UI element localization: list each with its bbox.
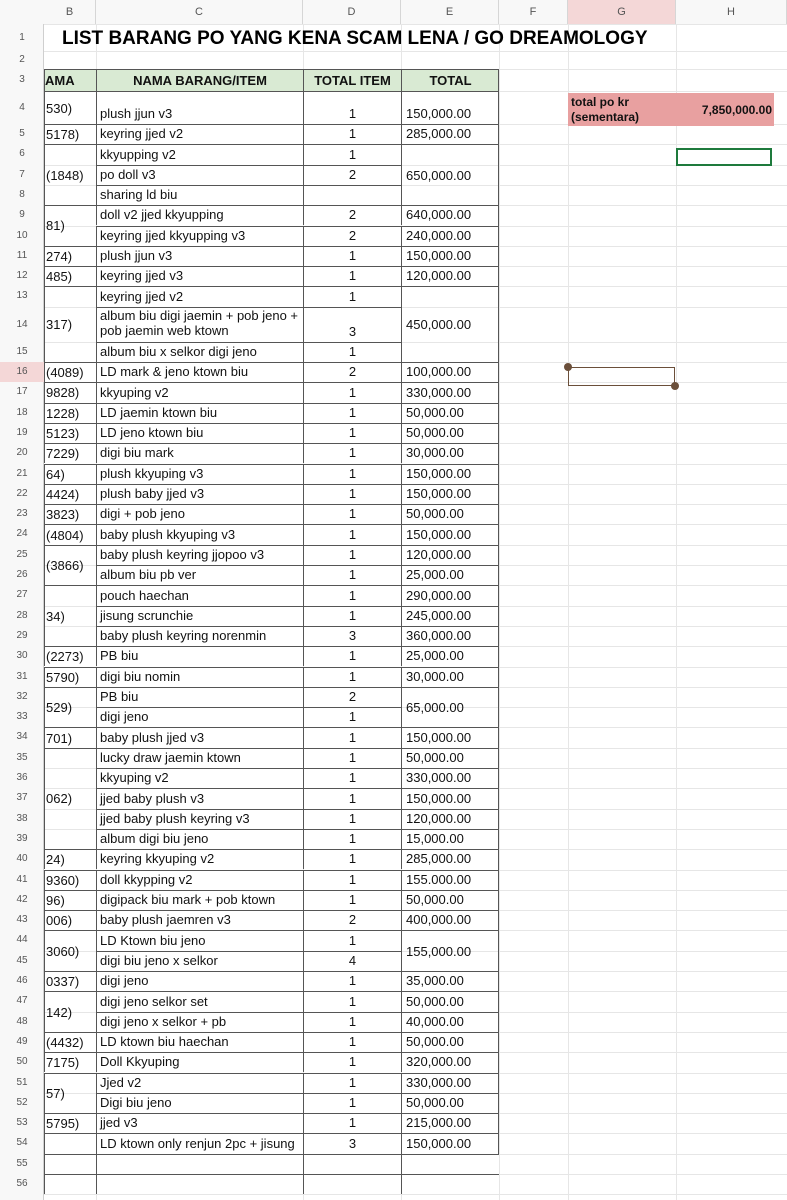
total-cell[interactable]: 120,000.00 [401,545,499,565]
total-cell[interactable]: 150,000.00 [401,788,499,808]
qty-cell[interactable]: 1 [303,1012,401,1032]
total-cell[interactable]: 35,000.00 [401,971,499,991]
row-header-12[interactable]: 12 [16,270,28,282]
item-cell[interactable]: LD jaemin ktown biu [96,403,303,423]
item-cell[interactable]: LD jeno ktown biu [96,423,303,443]
item-cell[interactable]: keyring jjed v3 [96,266,303,286]
qty-cell[interactable]: 1 [303,1093,401,1113]
row-header-10[interactable]: 10 [16,229,28,241]
item-cell[interactable]: po doll v3 [96,165,303,185]
name-cell[interactable]: 006) [44,910,96,930]
qty-cell[interactable]: 2 [303,226,401,246]
row-header-41[interactable]: 41 [16,873,28,885]
qty-cell[interactable]: 1 [303,91,401,124]
item-cell[interactable]: Digi biu jeno [96,1093,303,1113]
qty-cell[interactable]: 1 [303,246,401,266]
item-cell[interactable]: album digi biu jeno [96,829,303,849]
row-header-54[interactable]: 54 [16,1137,28,1149]
total-cell[interactable]: 150,000.00 [401,484,499,504]
item-cell[interactable]: PB biu [96,687,303,707]
row-header-15[interactable]: 15 [16,345,28,357]
item-cell[interactable]: jisung scrunchie [96,606,303,626]
row-header-51[interactable]: 51 [16,1076,28,1088]
qty-cell[interactable]: 2 [303,362,401,382]
row-header-33[interactable]: 33 [16,711,28,723]
name-cell[interactable]: 9360) [44,870,96,890]
row-header-16[interactable]: 16 [0,362,44,382]
name-cell[interactable]: 3823) [44,504,96,524]
shape-handle-bottom-right[interactable] [671,382,679,390]
qty-cell[interactable]: 1 [303,1073,401,1093]
item-cell[interactable]: sharing ld biu [96,185,303,205]
total-cell[interactable]: 120,000.00 [401,809,499,829]
name-cell[interactable]: 64) [44,464,96,484]
row-header-48[interactable]: 48 [16,1015,28,1027]
row-header-27[interactable]: 27 [16,589,28,601]
name-cell[interactable]: 5178) [44,124,96,144]
name-cell[interactable]: 4424) [44,484,96,504]
qty-cell[interactable] [303,185,401,205]
row-header-32[interactable]: 32 [16,690,28,702]
row-header-31[interactable]: 31 [16,670,28,682]
qty-cell[interactable]: 1 [303,748,401,768]
name-cell[interactable]: 274) [44,246,96,266]
name-cell[interactable]: 317) [44,286,96,362]
summary-label[interactable]: total po kr (sementara) [571,95,640,124]
item-cell[interactable]: baby plush jjed v3 [96,727,303,747]
row-header-52[interactable]: 52 [16,1096,28,1108]
item-cell[interactable]: doll kkypping v2 [96,870,303,890]
column-header-c[interactable]: C [96,0,303,24]
qty-cell[interactable]: 4 [303,951,401,971]
qty-cell[interactable]: 1 [303,504,401,524]
qty-cell[interactable]: 1 [303,585,401,605]
item-cell[interactable]: kkyupping v2 [96,144,303,164]
item-cell[interactable]: digi biu jeno x selkor [96,951,303,971]
total-cell[interactable]: 150,000.00 [401,464,499,484]
item-cell[interactable]: pouch haechan [96,585,303,605]
qty-cell[interactable]: 1 [303,1113,401,1133]
item-cell[interactable]: keyring kkyuping v2 [96,849,303,869]
empty-cell[interactable] [303,1154,401,1174]
total-cell[interactable]: 30,000.00 [401,443,499,463]
qty-cell[interactable]: 1 [303,809,401,829]
item-cell[interactable]: keyring jjed kkyupping v3 [96,226,303,246]
total-cell[interactable]: 360,000.00 [401,626,499,646]
column-header-h[interactable]: H [676,0,787,24]
total-cell[interactable]: 150,000.00 [401,727,499,747]
item-cell[interactable]: baby plush keyring norenmin [96,626,303,646]
row-header-46[interactable]: 46 [16,975,28,986]
total-cell[interactable]: 155,000.00 [401,930,499,971]
row-header-bar [0,24,44,1200]
total-cell[interactable]: 285,000.00 [401,849,499,869]
name-cell[interactable] [44,1133,96,1153]
total-cell[interactable]: 290,000.00 [401,585,499,605]
total-cell[interactable]: 50,000.00 [401,991,499,1011]
name-cell[interactable]: (4804) [44,524,96,544]
item-cell[interactable]: plush kkyuping v3 [96,464,303,484]
name-cell[interactable]: 9828) [44,382,96,402]
item-cell[interactable]: jjed baby plush v3 [96,788,303,808]
qty-cell[interactable]: 1 [303,565,401,585]
qty-cell[interactable]: 2 [303,910,401,930]
item-cell[interactable]: plush jjun v3 [96,91,303,124]
row-header-53[interactable]: 53 [16,1117,28,1129]
row-header-50[interactable]: 50 [16,1056,28,1068]
name-cell[interactable]: (3866) [44,545,96,586]
total-cell[interactable]: 330,000.00 [401,382,499,402]
row-header-5[interactable]: 5 [19,128,25,139]
sheet-title: LIST BARANG PO YANG KENA SCAM LENA / GO DREAMOLOGY [62,28,648,49]
qty-cell[interactable]: 2 [303,165,401,185]
row-header-13[interactable]: 13 [16,290,28,302]
total-cell[interactable]: 50,000.00 [401,1093,499,1113]
qty-cell[interactable]: 1 [303,464,401,484]
header-total[interactable]: TOTAL [401,69,499,91]
item-cell[interactable]: lucky draw jaemin ktown [96,748,303,768]
name-cell[interactable]: 062) [44,748,96,850]
row-header-11[interactable]: 11 [16,249,28,261]
qty-cell[interactable]: 3 [303,307,401,342]
total-cell[interactable]: 50,000.00 [401,403,499,423]
total-cell[interactable]: 320,000.00 [401,1052,499,1072]
name-cell[interactable]: 701) [44,727,96,747]
row-header-20[interactable]: 20 [16,447,28,459]
item-cell[interactable]: keyring jjed v2 [96,286,303,306]
total-cell[interactable]: 25,000.00 [401,646,499,666]
total-cell[interactable]: 215,000.00 [401,1113,499,1133]
qty-cell[interactable]: 1 [303,1032,401,1052]
qty-cell[interactable]: 1 [303,484,401,504]
row-header-8[interactable]: 8 [19,188,25,200]
qty-cell[interactable]: 1 [303,1052,401,1072]
item-cell[interactable]: digi + pob jeno [96,504,303,524]
name-cell[interactable]: 81) [44,205,96,246]
total-cell[interactable]: 65,000.00 [401,687,499,728]
item-cell[interactable]: digi jeno selkor set [96,991,303,1011]
empty-cell[interactable] [44,1174,96,1194]
qty-cell[interactable]: 1 [303,971,401,991]
total-cell[interactable]: 50,000.00 [401,1032,499,1052]
name-cell[interactable]: (4089) [44,362,96,382]
row-header-22[interactable]: 22 [16,487,28,499]
qty-cell[interactable]: 1 [303,870,401,890]
name-cell[interactable]: (2273) [44,646,96,666]
row-header-47[interactable]: 47 [16,995,28,1007]
item-cell[interactable]: baby plush jaemren v3 [96,910,303,930]
row-header-30[interactable]: 30 [16,650,28,662]
row-header-25[interactable]: 25 [16,548,28,560]
name-cell[interactable]: 529) [44,687,96,728]
row-header-49[interactable]: 49 [16,1035,28,1047]
item-cell[interactable]: digi jeno [96,707,303,727]
qty-cell[interactable]: 1 [303,443,401,463]
total-cell[interactable]: 330,000.00 [401,768,499,788]
empty-cell[interactable] [401,1174,499,1194]
name-cell[interactable]: 5123) [44,423,96,443]
item-cell[interactable]: digi jeno [96,971,303,991]
empty-cell[interactable] [401,1154,499,1174]
total-cell[interactable]: 150,000.00 [401,524,499,544]
total-cell[interactable]: 150,000.00 [401,91,499,124]
item-cell[interactable]: baby plush keyring jjopoo v3 [96,545,303,565]
qty-cell[interactable]: 3 [303,626,401,646]
row-header-17[interactable]: 17 [16,386,28,398]
column-header-bar [0,0,787,25]
item-cell[interactable]: plush baby jjed v3 [96,484,303,504]
qty-cell[interactable]: 1 [303,646,401,666]
item-cell[interactable]: digi biu nomin [96,667,303,687]
item-cell[interactable]: album biu x selkor digi jeno [96,342,303,362]
name-cell[interactable]: 5795) [44,1113,96,1133]
qty-cell[interactable]: 1 [303,423,401,443]
name-cell[interactable]: 24) [44,849,96,869]
qty-cell[interactable]: 1 [303,788,401,808]
empty-cell[interactable] [303,1174,401,1194]
item-cell[interactable]: kkyuping v2 [96,382,303,402]
name-cell[interactable]: 7175) [44,1052,96,1072]
total-cell[interactable]: 640,000.00 [401,205,499,225]
qty-cell[interactable]: 1 [303,890,401,910]
item-cell[interactable]: baby plush kkyuping v3 [96,524,303,544]
item-cell[interactable]: jjed baby plush keyring v3 [96,809,303,829]
total-cell[interactable]: 150,000.00 [401,1133,499,1153]
name-cell[interactable]: 34) [44,585,96,646]
qty-cell[interactable]: 1 [303,727,401,747]
row-header-26[interactable]: 26 [16,569,28,580]
row-header-42[interactable]: 42 [16,893,28,905]
qty-cell[interactable]: 1 [303,606,401,626]
qty-cell[interactable]: 1 [303,667,401,687]
column-header-d[interactable]: D [303,0,401,24]
item-cell[interactable]: digi jeno x selkor + pb [96,1012,303,1032]
row-header-19[interactable]: 19 [16,426,28,438]
total-cell[interactable]: 25,000.00 [401,565,499,585]
row-header-18[interactable]: 18 [16,406,28,418]
name-cell[interactable]: 142) [44,991,96,1032]
item-cell[interactable]: album biu digi jaemin + pob jeno + pob jaemin web ktown [96,307,303,342]
row-header-7[interactable]: 7 [19,168,25,180]
total-cell[interactable]: 50,000.00 [401,423,499,443]
qty-cell[interactable]: 1 [303,829,401,849]
item-cell[interactable]: kkyuping v2 [96,768,303,788]
row-header-21[interactable]: 21 [16,467,28,479]
column-header-b[interactable]: B [44,0,96,24]
item-cell[interactable]: digipack biu mark + pob ktown [96,890,303,910]
name-cell[interactable]: 0337) [44,971,96,991]
qty-cell[interactable]: 1 [303,768,401,788]
total-cell[interactable]: 100,000.00 [401,362,499,382]
item-cell[interactable]: jjed v3 [96,1113,303,1133]
qty-cell[interactable]: 1 [303,124,401,144]
row-header-2[interactable]: 2 [19,54,25,65]
total-cell[interactable]: 30,000.00 [401,667,499,687]
total-cell[interactable]: 50,000.00 [401,504,499,524]
total-cell[interactable]: 240,000.00 [401,226,499,246]
row-header-37[interactable]: 37 [16,792,28,804]
active-cell-cursor[interactable] [676,148,772,166]
row-header-39[interactable]: 39 [16,832,28,844]
qty-cell[interactable]: 2 [303,687,401,707]
column-header-f[interactable]: F [499,0,568,24]
qty-cell[interactable]: 1 [303,545,401,565]
header-nama[interactable]: AMA [44,69,96,91]
item-cell[interactable]: Jjed v2 [96,1073,303,1093]
total-cell[interactable]: 155.000.00 [401,870,499,890]
row-header-43[interactable]: 43 [16,914,28,926]
header-item[interactable]: NAMA BARANG/ITEM [96,69,303,91]
name-cell[interactable]: 3060) [44,930,96,971]
total-cell[interactable]: 50,000.00 [401,748,499,768]
row-header-56[interactable]: 56 [16,1178,28,1189]
total-cell[interactable]: 650,000.00 [401,144,499,205]
shape-handle-top-left[interactable] [564,363,572,371]
item-cell[interactable]: plush jjun v3 [96,246,303,266]
total-cell[interactable]: 50,000.00 [401,890,499,910]
row-header-45[interactable]: 45 [16,954,28,966]
summary-value[interactable]: 7,850,000.00 [701,102,772,117]
name-cell[interactable]: 96) [44,890,96,910]
row-header-36[interactable]: 36 [16,772,28,783]
row-header-3[interactable]: 3 [19,74,25,85]
row-header-9[interactable]: 9 [19,209,25,221]
total-cell[interactable]: 450,000.00 [401,286,499,362]
header-total-item[interactable]: TOTAL ITEM [303,69,401,91]
row-header-1[interactable]: 1 [19,32,25,43]
total-cell[interactable]: 150,000.00 [401,246,499,266]
qty-cell[interactable]: 1 [303,707,401,727]
name-cell[interactable]: 5790) [44,667,96,687]
qty-cell[interactable]: 1 [303,930,401,950]
qty-cell[interactable]: 1 [303,524,401,544]
row-header-6[interactable]: 6 [19,148,25,160]
total-cell[interactable]: 285,000.00 [401,124,499,144]
row-header-14[interactable]: 14 [16,318,28,330]
total-cell[interactable]: 120,000.00 [401,266,499,286]
total-cell[interactable]: 330,000.00 [401,1073,499,1093]
row-header-29[interactable]: 29 [16,629,28,641]
item-cell[interactable]: LD ktown only renjun 2pc + jisung [96,1133,303,1153]
column-header-g[interactable]: G [568,0,676,24]
qty-cell[interactable]: 1 [303,849,401,869]
item-cell[interactable]: LD Ktown biu jeno [96,930,303,950]
row-header-40[interactable]: 40 [16,853,28,865]
qty-cell[interactable]: 1 [303,266,401,286]
qty-cell[interactable]: 1 [303,403,401,423]
row-header-28[interactable]: 28 [16,609,28,621]
qty-cell[interactable]: 1 [303,382,401,402]
row-header-34[interactable]: 34 [16,731,28,743]
qty-cell[interactable]: 1 [303,144,401,164]
total-cell[interactable]: 245,000.00 [401,606,499,626]
item-cell[interactable]: LD ktown biu haechan [96,1032,303,1052]
empty-cell[interactable] [44,1154,96,1174]
total-cell[interactable]: 40,000.00 [401,1012,499,1032]
item-cell[interactable]: LD mark & jeno ktown biu [96,362,303,382]
empty-cell[interactable] [96,1174,303,1194]
name-cell[interactable]: 530) [44,91,96,124]
row-header-4[interactable]: 4 [19,102,25,113]
qty-cell[interactable]: 3 [303,1133,401,1153]
total-cell[interactable]: 15,000.00 [401,829,499,849]
row-header-44[interactable]: 44 [16,934,28,946]
column-header-e[interactable]: E [401,0,499,24]
item-cell[interactable]: PB biu [96,646,303,666]
qty-cell[interactable]: 1 [303,286,401,306]
name-cell[interactable]: (1848) [44,144,96,205]
row-header-23[interactable]: 23 [16,508,28,520]
name-cell[interactable]: (4432) [44,1032,96,1052]
item-cell[interactable]: keyring jjed v2 [96,124,303,144]
qty-cell[interactable]: 2 [303,205,401,225]
empty-cell[interactable] [96,1154,303,1174]
drawing-shape[interactable] [568,367,675,386]
row-header-38[interactable]: 38 [16,812,28,824]
row-header-55[interactable]: 55 [16,1157,28,1169]
item-cell[interactable]: album biu pb ver [96,565,303,585]
item-cell[interactable]: digi biu mark [96,443,303,463]
row-header-24[interactable]: 24 [16,528,28,540]
qty-cell[interactable]: 1 [303,342,401,362]
name-cell[interactable]: 485) [44,266,96,286]
qty-cell[interactable]: 1 [303,991,401,1011]
name-cell[interactable]: 1228) [44,403,96,423]
name-cell[interactable]: 57) [44,1073,96,1114]
item-cell[interactable]: doll v2 jjed kkyupping [96,205,303,225]
total-cell[interactable]: 400,000.00 [401,910,499,930]
name-cell[interactable]: 7229) [44,443,96,463]
row-header-35[interactable]: 35 [16,751,28,763]
item-cell[interactable]: Doll Kkyuping [96,1052,303,1072]
